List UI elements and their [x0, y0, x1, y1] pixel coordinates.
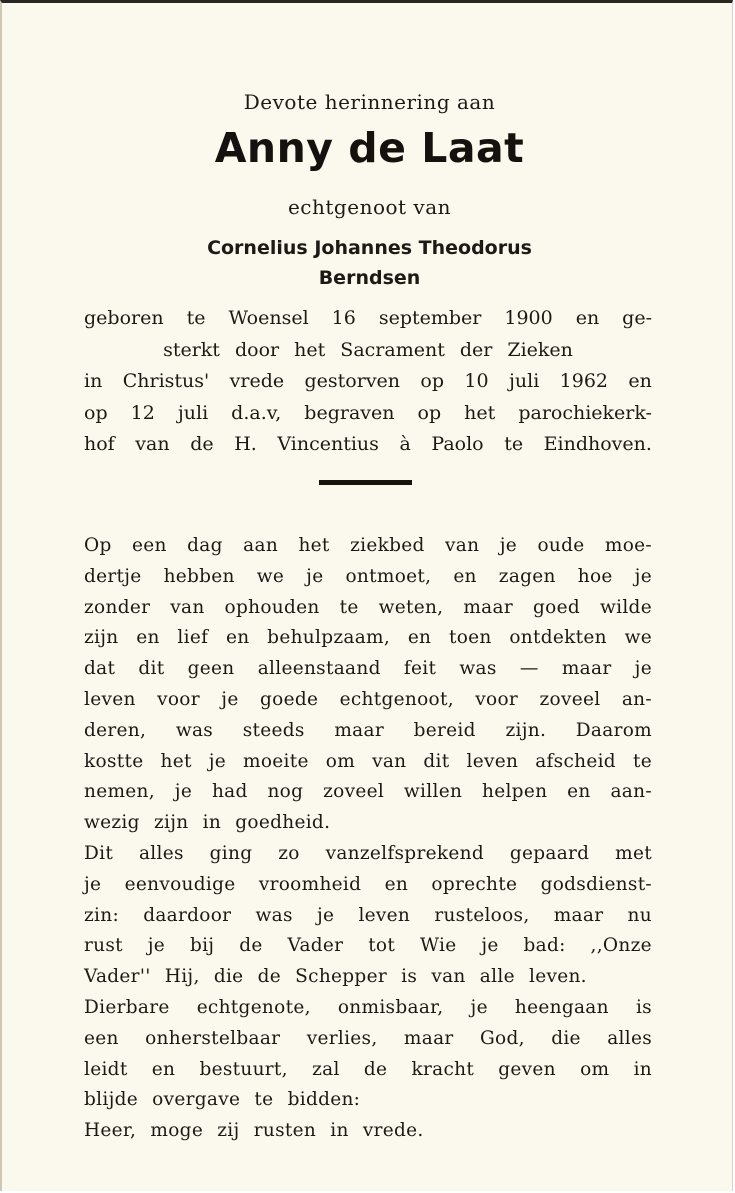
poem-line: je eenvoudige vroomheid en oprechte godsdienst- [84, 873, 652, 895]
bio-line: hof van de H. Vincentius à Paolo te Eindhoven. [84, 433, 652, 455]
poem-line: Dit alles ging zo vanzelfsprekend gepaard met [84, 842, 652, 864]
poem-line: Op een dag aan het ziekbed van je oude moe- [84, 535, 652, 556]
poem-line: wezig zijn in goedheid. [84, 812, 331, 834]
spouse-intro: echtgenoot van [287, 195, 452, 219]
memorial-text [84, 531, 652, 1147]
poem-line: nemen, je had nog zoveel willen helpen en aan- [84, 781, 652, 803]
poem-line: zin: daardoor was je leven rusteloos, maar nu [84, 904, 652, 926]
poem-line: rust je bij de Vader tot Wie je bad: ,,Onze [84, 935, 652, 957]
poem-line: leidt en bestuurt, zal de kracht geven om in [84, 1058, 652, 1080]
poem-line: dat dit geen alleenstaand feit was — maar je [84, 658, 652, 680]
bio-line: sterkt door het Sacrament der Zieken [163, 338, 573, 361]
divider-rule [319, 480, 412, 485]
poem-line: zijn en lief en behulpzaam, en toen ontdekten we [84, 627, 652, 649]
spouse-name [2, 233, 735, 293]
spouse-name-line: Berndsen [318, 267, 421, 289]
poem-line: zonder van ophouden te weten, maar goed wilde [84, 596, 652, 618]
deceased-name: Anny de Laat [214, 124, 525, 172]
bio-line: geboren te Woensel 16 september 1900 en ge- [84, 307, 652, 329]
biography [84, 303, 652, 461]
card-lead: Devote herinnering aan [243, 90, 496, 114]
poem-line: Dierbare echtgenote, onmisbaar, je heengaan is [84, 996, 652, 1018]
poem-line: deren, was steeds maar bereid zijn. Daarom [84, 719, 652, 741]
bio-line: op 12 juli d.a.v, begraven op het parochiekerk- [84, 401, 652, 424]
poem-line: blijde overgave te bidden: [84, 1089, 361, 1111]
poem-line: een onherstelbaar verlies, maar God, die alles [84, 1027, 652, 1049]
poem-line: Heer, moge zij rusten in vrede. [84, 1120, 424, 1142]
poem-line: Vader'' Hij, die de Schepper is van alle leven. [84, 966, 587, 988]
spouse-name-line: Cornelius Johannes Theodorus [207, 237, 532, 259]
bio-line: in Christus' vrede gestorven op 10 juli 1962 en [84, 370, 652, 392]
poem-line: kostte het je moeite om van dit leven afscheid te [84, 750, 652, 772]
poem-line: dertje hebben we je ontmoet, en zagen hoe je [84, 565, 652, 587]
poem-line: leven voor je goede echtgenoot, voor zoveel an- [84, 688, 652, 710]
